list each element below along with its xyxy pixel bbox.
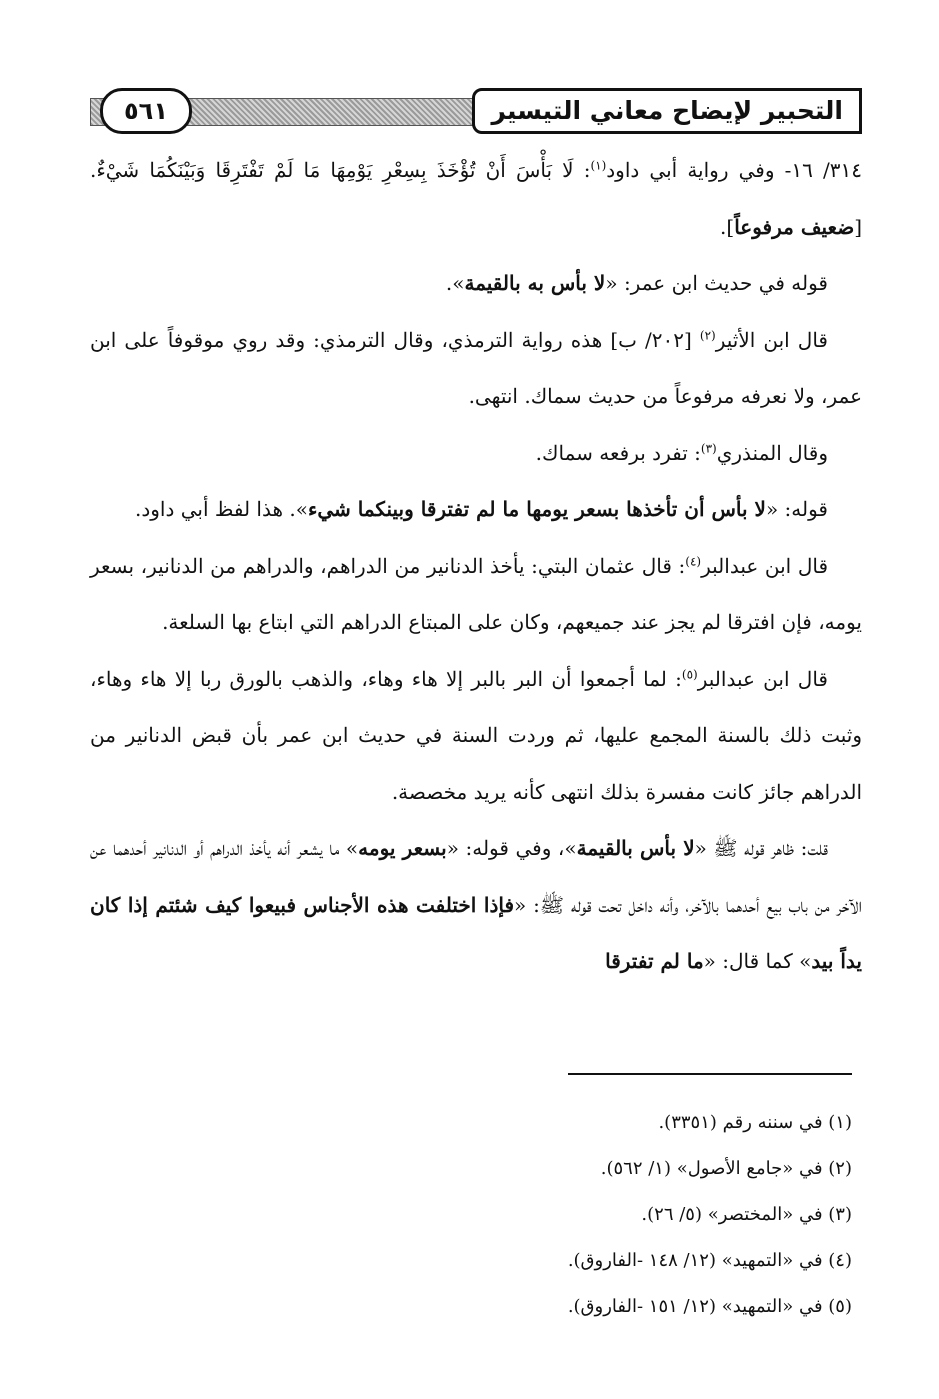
- paragraph: [90, 425, 862, 482]
- bold-text: لا بأس أن تأخذها بسعر يومها ما لم تفترقا وبينكما شيء: [307, 497, 766, 521]
- text-segment: قلت: ظاهر قوله ﷺ «: [694, 836, 828, 860]
- bold-text: ما لم تفترقا: [605, 949, 704, 973]
- footnote-ref: (٥): [681, 666, 698, 681]
- text-segment: ].: [720, 214, 735, 239]
- text-segment: قوله في حديث ابن عمر: «: [605, 271, 828, 295]
- text-segment: ». هذا لفظ أبي داود.: [134, 497, 308, 521]
- main-text: [90, 142, 862, 990]
- footnote: (٥) في «التمهيد» (١٢/ ١٥١ -الفاروق).: [567, 1296, 852, 1317]
- paragraph: [90, 142, 862, 255]
- paragraph: [90, 481, 862, 538]
- bold-text: ضعيف مرفوعاً: [734, 214, 855, 239]
- footnote-separator: [568, 1073, 852, 1075]
- bold-text: لا بأس بالقيمة: [576, 836, 695, 860]
- text-segment: قوله: «: [765, 497, 828, 521]
- text-segment: ٣١٤/ ١٦- وفي رواية أبي داود: [606, 158, 862, 182]
- text-segment: : لما أجمعوا أن البر بالبر إلا هاء وهاء، والذهب بالورق ربا إلا هاء وهاء، وثبت ذلك بالسنة المجمع عليها، ثم وردت السنة في حديث ابن عمر بأن قبض الدنانير من الدراهم جائز كانت مفسرة بذلك انتهى كأنه يريد مخصصة.: [90, 666, 862, 804]
- bold-text: لا بأس به بالقيمة: [464, 271, 606, 295]
- footnote: (٢) في «جامع الأصول» (١/ ٥٦٢).: [600, 1158, 852, 1179]
- footnote: (٣) في «المختصر» (٥/ ٢٦).: [641, 1204, 852, 1225]
- bold-text: بسعر يومه: [358, 836, 447, 860]
- paragraph: [90, 651, 862, 821]
- text-segment: قال ابن عبدالبر: [697, 666, 828, 691]
- footnote: (٤) في «التمهيد» (١٢/ ١٤٨ -الفاروق).: [567, 1250, 852, 1271]
- bold-text: فإذا اختلفت هذه الأجناس فبيعوا كيف شئتم إذا كان يداً بيد: [90, 892, 862, 973]
- text-segment: : لَا بَأْسَ أَنْ تُؤْخَذَ بِسِعْرِ يَوْمِهَا مَا لَمْ تَفْتَرِقَا وَبَيْنَكُمَا شَيْءٌ. [: [90, 158, 862, 239]
- text-segment: » كما قال: «: [703, 949, 812, 973]
- text-segment: قال ابن الأثير: [715, 327, 828, 352]
- text-segment: »، وفي قوله: «: [446, 836, 577, 860]
- book-title: التحبير لإيضاح معاني التيسير: [472, 88, 862, 134]
- footnote: (١) في سننه رقم (٣٣٥١).: [658, 1112, 852, 1133]
- text-segment: وقال المنذري: [716, 440, 828, 465]
- footnote-ref: (١): [590, 158, 607, 173]
- page-number: ٥٦١: [100, 88, 192, 134]
- page-header: [90, 88, 862, 144]
- text-segment: [٢٠٢/ ب] هذه رواية الترمذي، وقال الترمذي: وقد روي موقوفاً على ابن عمر، ولا نعرفه مرفوعاً من حديث سماك. انتهى.: [90, 327, 862, 408]
- text-segment: قال ابن عبدالبر: [701, 553, 828, 578]
- footnotes: [90, 1100, 852, 1330]
- text-segment: : تفرد برفعه سماك.: [535, 440, 701, 465]
- paragraph: [90, 255, 862, 312]
- paragraph: [90, 820, 862, 990]
- text-segment: : قال عثمان البتي: يأخذ الدنانير من الدراهم، والدراهم من الدنانير، بسعر يومه، فإن افترقا لم يجز عند جميعهم، وكان على المبتاع الدراهم التي ابتاع بها السلعة.: [90, 553, 862, 634]
- paragraph: [90, 538, 862, 651]
- text-segment: ».: [445, 271, 465, 295]
- paragraph: [90, 312, 862, 425]
- footnote-ref: (٣): [700, 440, 717, 455]
- footnote-ref: (٤): [685, 553, 702, 568]
- text-segment: » ما يشعر أنه يأخذ الدراهم أو الدنانير أحدهما عن الآخر من باب بيع أحدهما بالآخر، وأنه داخل تحت قوله ﷺ: «: [90, 836, 863, 917]
- footnote-ref: (٢): [699, 327, 716, 342]
